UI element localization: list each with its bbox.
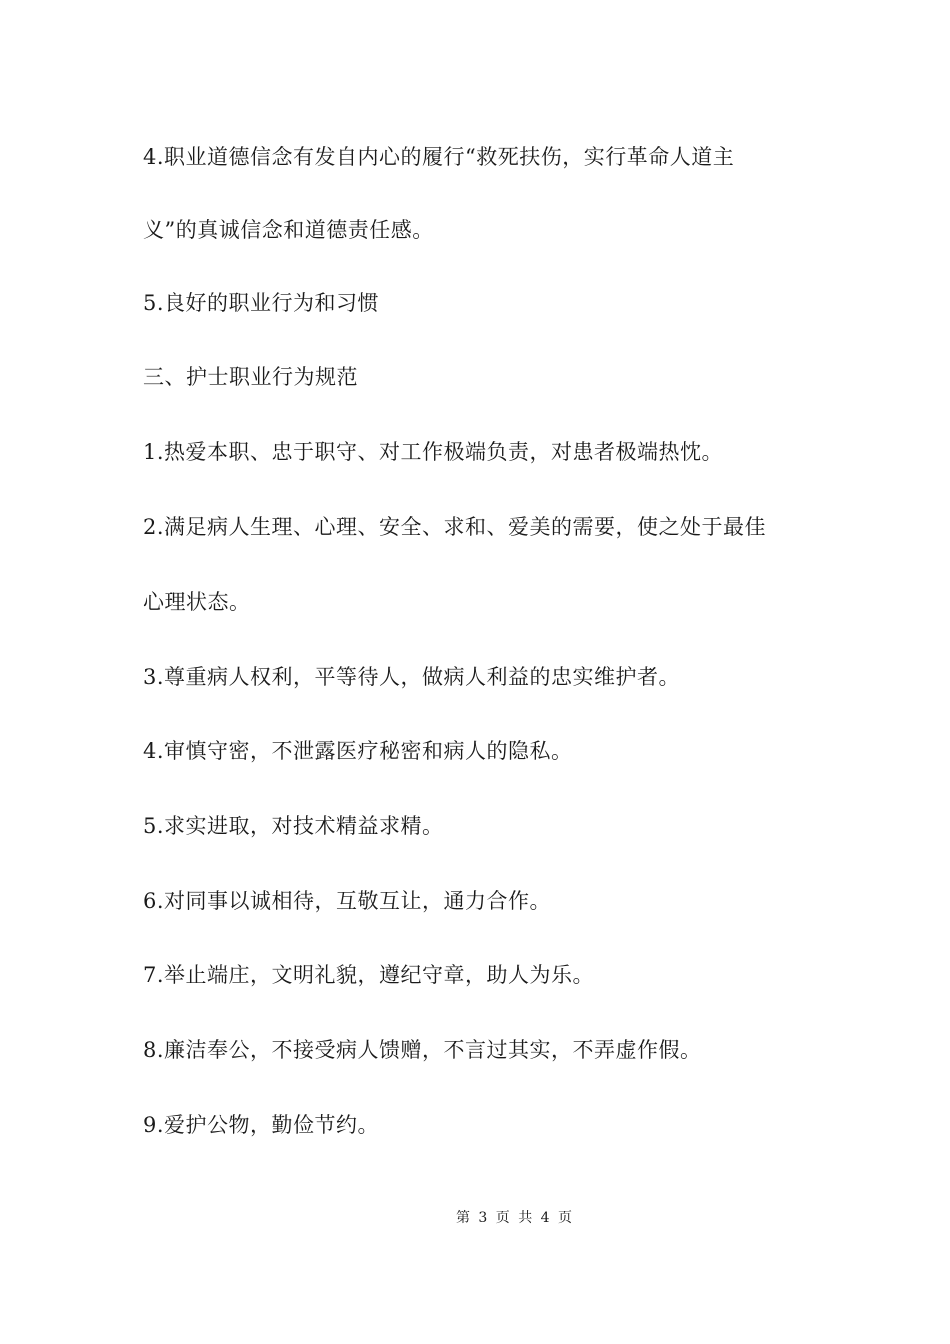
paragraph-line: 心理状态。: [143, 590, 251, 614]
paragraph-line: 9.爱护公物，勤俭节约。: [143, 1113, 380, 1137]
paragraph-line: 4.职业道德信念有发自内心的履行“救死扶伤，实行革命人道主: [143, 145, 735, 169]
paragraph-line: 义”的真诚信念和道德责任感。: [143, 218, 434, 242]
paragraph-line: 8.廉洁奉公，不接受病人馈赠，不言过其实，不弄虚作假。: [143, 1038, 702, 1062]
paragraph-line: 7.举止端庄，文明礼貌，遵纪守章，助人为乐。: [143, 963, 595, 987]
section-heading: 三、护士职业行为规范: [143, 365, 358, 389]
paragraph-line: 3.尊重病人权利，平等待人，做病人利益的忠实维护者。: [143, 665, 681, 689]
page-footer: 第 3 页 共 4 页: [455, 1210, 575, 1226]
paragraph-line: 2.满足病人生理、心理、安全、求和、爱美的需要，使之处于最佳: [143, 515, 767, 539]
paragraph-line: 4.审慎守密，不泄露医疗秘密和病人的隐私。: [143, 739, 573, 763]
paragraph-line: 5.求实进取，对技术精益求精。: [143, 814, 444, 838]
paragraph-line: 5.良好的职业行为和习惯: [143, 291, 380, 315]
paragraph-line: 1.热爱本职、忠于职守、对工作极端负责，对患者极端热忱。: [143, 440, 724, 464]
paragraph-line: 6.对同事以诚相待，互敬互让，通力合作。: [143, 889, 552, 913]
